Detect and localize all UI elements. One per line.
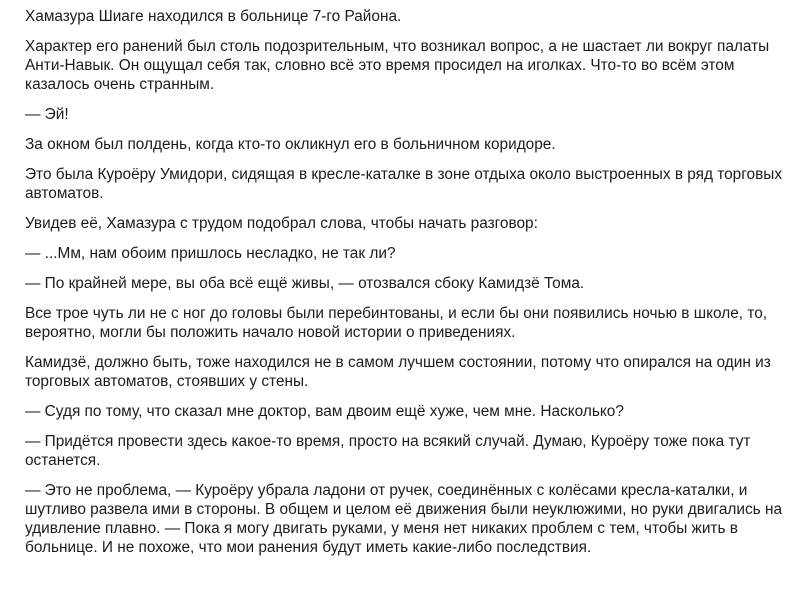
- paragraph: За окном был полдень, когда кто-то окликнул его в больничном коридоре.: [25, 136, 556, 153]
- paragraph: Увидев её, Хамазура с трудом подобрал слова, чтобы начать разговор:: [25, 215, 538, 232]
- paragraph: Все трое чуть ли не с ног до головы были перебинтованы, и если бы они появились ночью в школе, то, вероятно, могли бы положить начало новой истории о приведениях.: [25, 305, 768, 341]
- paragraph: — ...Мм, нам обоим пришлось несладко, не так ли?: [25, 245, 396, 262]
- paragraph: Хамазура Шиаге находился в больнице 7-го Района.: [25, 8, 402, 25]
- paragraph: Камидзё, должно быть, тоже находился не в самом лучшем состоянии, потому что опирался на один из торговых автоматов, стоявших у стены.: [25, 354, 771, 390]
- paragraph: Характер его ранений был столь подозрительным, что возникал вопрос, а не шастает ли вокруг палаты Анти-Навык. Он ощущал себя так, словно всё это время просидел на иголках. Что-то во всём этом казалось очень странным.: [25, 38, 770, 93]
- paragraph: — Это не проблема, — Куроёру убрала ладони от ручек, соединённых с колёсами кресла-каталки, и шутливо развела ими в стороны. В общем и целом её движения были неуклюжими, но руки двигались на удивление плавно. — Пока я могу двигать руками, у меня нет никаких проблем с тем, чтобы жить в больнице. И не похоже, что мои ранения будут иметь какие-либо последствия.: [25, 482, 783, 556]
- paragraph: — По крайней мере, вы оба всё ещё живы, — отозвался сбоку Камидзё Тома.: [25, 275, 585, 292]
- document-body: [25, 7, 787, 568]
- paragraph: — Судя по тому, что сказал мне доктор, вам двоим ещё хуже, чем мне. Насколько?: [25, 403, 624, 420]
- paragraph: — Придётся провести здесь какое-то время, просто на всякий случай. Думаю, Куроёру тоже пока тут останется.: [25, 433, 751, 469]
- paragraph: Это была Куроёру Умидори, сидящая в кресле-каталке в зоне отдыха около выстроенных в ряд торговых автоматов.: [25, 166, 783, 202]
- paragraph: — Эй!: [25, 106, 69, 123]
